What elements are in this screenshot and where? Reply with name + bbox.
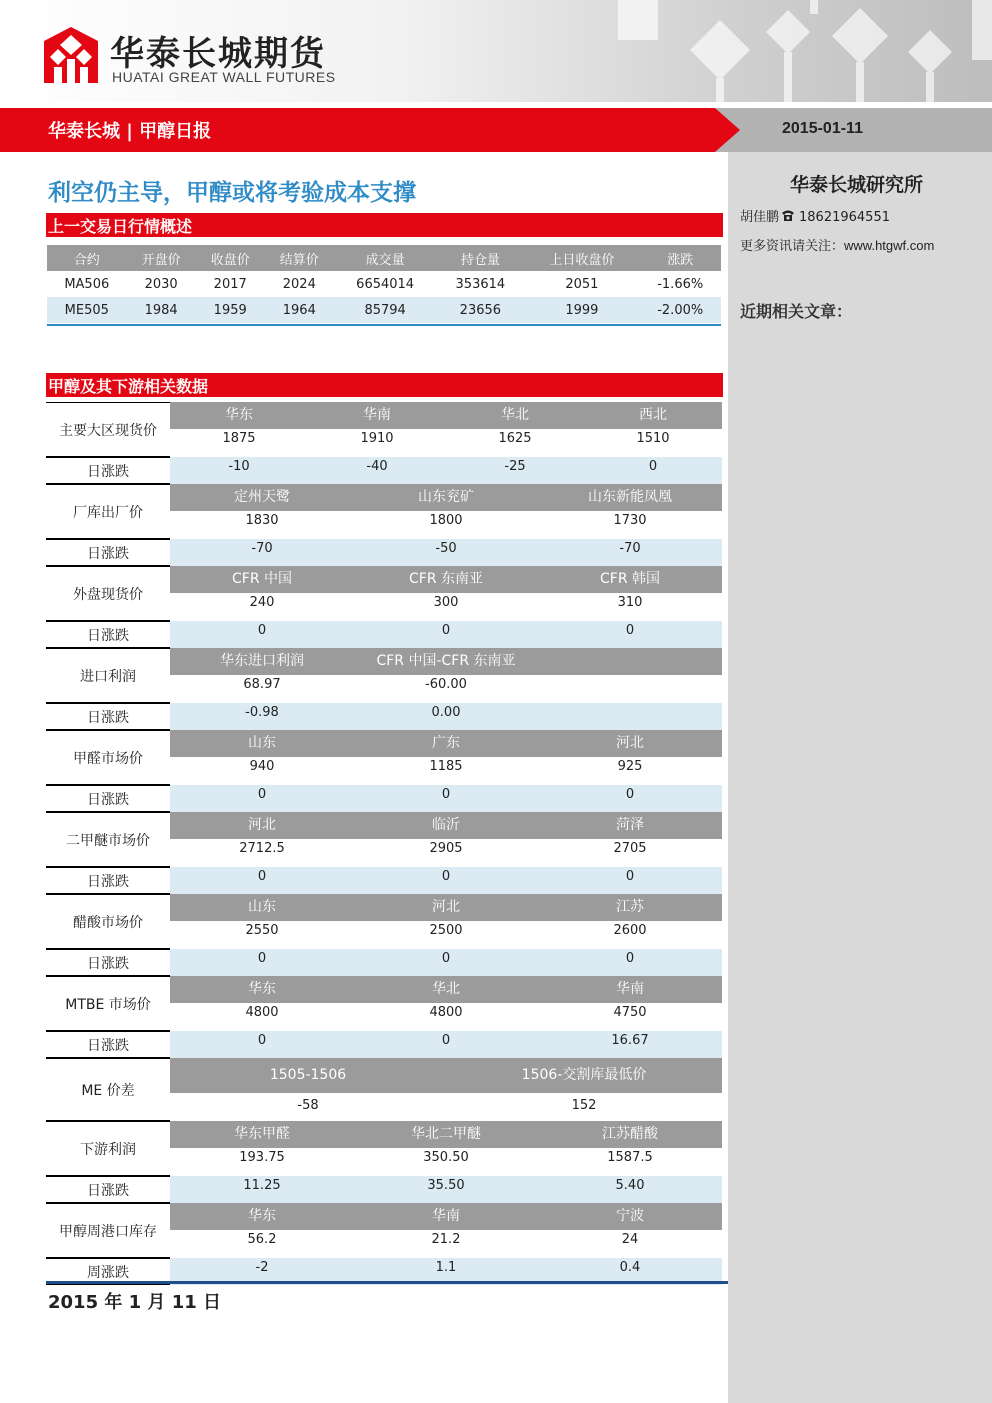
- row-label: 日涨跌: [46, 949, 170, 976]
- row-body: [170, 949, 722, 976]
- row-body: [170, 402, 722, 457]
- column-header: 华东: [248, 981, 276, 997]
- report-date: 2015-01-11: [782, 120, 863, 137]
- price-row: [46, 1203, 722, 1258]
- change-value: -2: [255, 1260, 269, 1275]
- table-bottom-rule: [47, 324, 721, 326]
- column-header: 华南: [363, 407, 391, 423]
- column-header: 临沂: [432, 817, 460, 833]
- change-values: [170, 1176, 722, 1203]
- column-header-bar: [170, 648, 722, 675]
- table-cell: 85794: [334, 297, 437, 323]
- change-value: 5.40: [615, 1178, 645, 1193]
- row-label: 日涨跌: [46, 1176, 170, 1203]
- table-header-cell: 上日收盘价: [524, 245, 639, 271]
- price-row: [46, 566, 722, 621]
- change-values: [170, 703, 722, 730]
- table-cell: 1999: [524, 297, 639, 323]
- price-value: 350.50: [423, 1150, 469, 1165]
- row-label: 甲醇周港口库存: [46, 1203, 170, 1258]
- column-header-bar: [170, 812, 722, 839]
- change-value: 35.50: [427, 1178, 465, 1193]
- row-label: 二甲醚市场价: [46, 812, 170, 867]
- price-value: [538, 677, 722, 692]
- column-header: 河北: [616, 735, 644, 751]
- change-values: [170, 949, 722, 976]
- column-header: CFR 韩国: [599, 571, 660, 587]
- row-body: [170, 730, 722, 785]
- price-value: 4750: [613, 1005, 647, 1020]
- change-value: 0: [441, 869, 451, 884]
- column-header-bar: [170, 894, 722, 921]
- price-value: 152: [571, 1098, 597, 1113]
- change-row: [46, 785, 722, 812]
- section-title-market: 上一交易日行情概述: [46, 213, 723, 237]
- change-value: 0: [441, 1033, 451, 1048]
- column-header: 江苏: [616, 899, 644, 915]
- row-body: [170, 703, 722, 730]
- price-value: 4800: [245, 1005, 279, 1020]
- row-body: [170, 457, 722, 484]
- row-label: 日涨跌: [46, 703, 170, 730]
- change-value: 0: [257, 1033, 267, 1048]
- price-values: [170, 431, 722, 446]
- column-header: 华东: [248, 1208, 276, 1224]
- column-header: 华北: [501, 407, 529, 423]
- column-header: 山东兖矿: [418, 489, 474, 505]
- huatai-logo-icon: [42, 25, 100, 85]
- price-value: 1830: [245, 513, 279, 528]
- change-value: 0: [625, 951, 635, 966]
- change-values: [170, 457, 722, 484]
- page-header: [0, 0, 992, 102]
- author-phone: 18621964551: [799, 210, 890, 225]
- table-header-cell: 持仓量: [436, 245, 524, 271]
- price-values: [170, 759, 722, 774]
- row-body: [170, 976, 722, 1031]
- website-link[interactable]: www.htgwf.com: [844, 238, 935, 253]
- column-header: 河北: [432, 899, 460, 915]
- price-row: [46, 402, 722, 457]
- price-value: 1185: [429, 759, 463, 774]
- row-label: MTBE 市场价: [46, 976, 170, 1031]
- change-value: -50: [435, 541, 457, 556]
- row-label: 外盘现货价: [46, 566, 170, 621]
- row-body: [170, 1058, 722, 1121]
- price-value: -58: [297, 1098, 319, 1113]
- price-value: 4800: [429, 1005, 463, 1020]
- price-row: [46, 894, 722, 949]
- footer-date: 2015 年 1 月 11 日: [48, 1292, 222, 1313]
- column-header: 河北: [248, 817, 276, 833]
- brand-name-en: HUATAI GREAT WALL FUTURES: [112, 69, 336, 85]
- price-row: [46, 730, 722, 785]
- change-row: [46, 949, 722, 976]
- column-header-bar: [170, 1121, 722, 1148]
- row-label: 日涨跌: [46, 1031, 170, 1058]
- row-body: [170, 1176, 722, 1203]
- table-cell: MA506: [64, 276, 110, 292]
- row-label: 进口利润: [46, 648, 170, 703]
- price-value: -60.00: [425, 677, 467, 692]
- price-values: [170, 513, 722, 528]
- price-value: 1730: [613, 513, 647, 528]
- table-header-cell: 收盘价: [196, 245, 265, 271]
- change-value: -70: [251, 541, 273, 556]
- row-label: 日涨跌: [46, 539, 170, 566]
- change-value: 0: [625, 623, 635, 638]
- column-header-bar: [170, 566, 722, 593]
- author-line: [740, 206, 890, 225]
- price-value: 1587.5: [607, 1150, 653, 1165]
- price-value: 2712.5: [239, 841, 285, 856]
- price-values: [170, 1150, 722, 1165]
- price-value: 2905: [429, 841, 463, 856]
- header-decoration: [600, 0, 992, 102]
- row-label: 周涨跌: [46, 1258, 170, 1285]
- price-values: [170, 923, 722, 938]
- change-value: [538, 703, 722, 730]
- price-values: [170, 1098, 722, 1113]
- price-value: 2600: [613, 923, 647, 938]
- change-value: 0.4: [619, 1260, 641, 1275]
- column-header-bar: [170, 402, 722, 429]
- price-values: [170, 595, 722, 610]
- change-values: [170, 867, 722, 894]
- row-body: [170, 1031, 722, 1058]
- change-values: [170, 539, 722, 566]
- headline: 利空仍主导，甲醇或将考验成本支撑: [48, 180, 416, 206]
- change-value: 0: [257, 787, 267, 802]
- table-cell: 6654014: [356, 276, 415, 292]
- price-value: 1510: [636, 431, 670, 446]
- price-value: 940: [249, 759, 275, 774]
- table-header-cell: 开盘价: [127, 245, 196, 271]
- column-header: [538, 648, 722, 675]
- price-row: [46, 484, 722, 539]
- section-title-methanol-data: 甲醇及其下游相关数据: [46, 373, 723, 397]
- row-label: 醋酸市场价: [46, 894, 170, 949]
- column-header: 山东: [248, 735, 276, 751]
- more-info-line: [740, 235, 934, 254]
- change-row: [46, 457, 722, 484]
- price-values: [170, 677, 722, 692]
- column-header: 华南: [616, 981, 644, 997]
- change-row: [46, 539, 722, 566]
- table-cell: -2.00%: [639, 297, 721, 323]
- row-body: [170, 484, 722, 539]
- row-label: 日涨跌: [46, 867, 170, 894]
- column-header: 宁波: [616, 1208, 644, 1224]
- column-header: 华北: [432, 981, 460, 997]
- sidebar: [728, 152, 992, 1403]
- row-label: 下游利润: [46, 1121, 170, 1176]
- table-header-row: [47, 245, 721, 271]
- table-cell: 2030: [144, 276, 178, 292]
- change-value: -10: [228, 459, 250, 474]
- change-value: -70: [619, 541, 641, 556]
- price-values: [170, 1232, 722, 1247]
- column-header: 1506-交割库最低价: [521, 1067, 647, 1083]
- table-cell: 1964: [265, 297, 334, 323]
- table-cell: -1.66%: [657, 276, 704, 292]
- column-header-bar: [170, 1058, 722, 1093]
- row-body: [170, 539, 722, 566]
- brand-name-cn: 华泰长城期货: [110, 34, 326, 74]
- price-value: 300: [433, 595, 459, 610]
- price-values: [170, 1005, 722, 1020]
- change-value: 0: [257, 869, 267, 884]
- table-row: [47, 271, 721, 297]
- table-cell: ME505: [47, 297, 127, 323]
- price-value: 1800: [429, 513, 463, 528]
- change-value: 1.1: [435, 1260, 457, 1275]
- market-summary-table: [47, 245, 721, 323]
- institute-name: 华泰长城研究所: [790, 174, 924, 196]
- change-value: 0: [441, 951, 451, 966]
- change-value: 0.00: [431, 705, 461, 720]
- price-row: [46, 648, 722, 703]
- row-body: [170, 1121, 722, 1176]
- column-header: 1505-1506: [269, 1067, 347, 1083]
- report-title: 华泰长城 | 甲醇日报: [48, 121, 212, 142]
- column-header: 西北: [639, 407, 667, 423]
- row-body: [170, 1203, 722, 1258]
- table-cell: 2017: [213, 276, 247, 292]
- column-header: 华东甲醛: [234, 1126, 290, 1142]
- column-header: 定州天鹭: [234, 489, 290, 505]
- column-header-bar: [170, 1203, 722, 1230]
- column-header: 华东进口利润: [220, 653, 304, 669]
- price-value: 2550: [245, 923, 279, 938]
- change-value: 0: [625, 787, 635, 802]
- price-value: 1875: [222, 431, 256, 446]
- column-header: 广东: [432, 735, 460, 751]
- change-values: [170, 1031, 722, 1058]
- column-header: 华东: [225, 407, 253, 423]
- change-row: [46, 867, 722, 894]
- change-values: [170, 785, 722, 812]
- row-body: [170, 894, 722, 949]
- table-cell: 353614: [455, 276, 506, 292]
- column-header-bar: [170, 976, 722, 1003]
- price-value: 193.75: [239, 1150, 285, 1165]
- change-values: [170, 621, 722, 648]
- price-value: 68.97: [243, 677, 281, 692]
- column-header: CFR 中国: [231, 571, 292, 587]
- price-value: 925: [617, 759, 643, 774]
- change-value: 0: [441, 787, 451, 802]
- price-value: 24: [621, 1232, 639, 1247]
- row-label: 甲醛市场价: [46, 730, 170, 785]
- row-label: 日涨跌: [46, 621, 170, 648]
- table-cell: 1959: [196, 297, 265, 323]
- recent-articles-heading: 近期相关文章：: [740, 302, 853, 321]
- change-value: 0: [257, 951, 267, 966]
- row-body: [170, 621, 722, 648]
- table-header-cell: 合约: [47, 245, 127, 271]
- table-row: [47, 297, 721, 323]
- price-row: [46, 1058, 722, 1121]
- change-row: [46, 1031, 722, 1058]
- table-header-cell: 涨跌: [639, 245, 721, 271]
- change-value: 0: [625, 869, 635, 884]
- table-cell: 2051: [565, 276, 599, 292]
- row-body: [170, 566, 722, 621]
- column-header-bar: [170, 484, 722, 511]
- price-value: 2500: [429, 923, 463, 938]
- row-body: [170, 648, 722, 703]
- change-value: 0: [441, 623, 451, 638]
- author-name: 胡佳鹏: [740, 210, 780, 225]
- column-header: CFR 东南亚: [408, 571, 483, 587]
- column-header: 华北二甲醚: [411, 1126, 481, 1142]
- column-header-bar: [170, 730, 722, 757]
- table-header-cell: 成交量: [334, 245, 437, 271]
- price-values: [170, 841, 722, 856]
- price-value: 310: [617, 595, 643, 610]
- row-label: 日涨跌: [46, 785, 170, 812]
- price-value: 21.2: [431, 1232, 461, 1247]
- change-value: -0.98: [245, 705, 279, 720]
- change-row: [46, 703, 722, 730]
- table-header-cell: 结算价: [265, 245, 334, 271]
- change-value: 0: [648, 459, 658, 474]
- price-row: [46, 812, 722, 867]
- change-row: [46, 621, 722, 648]
- table-cell: 2024: [282, 276, 316, 292]
- price-value: 1910: [360, 431, 394, 446]
- phone-icon: [781, 209, 795, 222]
- column-header: 江苏醋酸: [602, 1126, 658, 1142]
- change-value: -25: [504, 459, 526, 474]
- column-header: CFR 中国-CFR 东南亚: [376, 653, 516, 669]
- table-cell: 23656: [436, 297, 524, 323]
- column-header: 华南: [432, 1208, 460, 1224]
- change-value: 0: [257, 623, 267, 638]
- price-value: 2705: [613, 841, 647, 856]
- row-body: [170, 812, 722, 867]
- change-row: [46, 1176, 722, 1203]
- row-label: ME 价差: [46, 1058, 170, 1121]
- row-label: 主要大区现货价: [46, 402, 170, 457]
- column-header: 山东新能凤凰: [588, 489, 672, 505]
- change-value: -40: [366, 459, 388, 474]
- more-info-label: 更多资讯请关注：: [740, 239, 845, 254]
- price-row: [46, 976, 722, 1031]
- row-body: [170, 785, 722, 812]
- row-label: 厂库出厂价: [46, 484, 170, 539]
- column-header: 山东: [248, 899, 276, 915]
- footer-rule: [46, 1281, 728, 1284]
- change-value: 16.67: [611, 1033, 649, 1048]
- price-value: 56.2: [247, 1232, 277, 1247]
- column-header: 菏泽: [616, 817, 644, 833]
- price-row: [46, 1121, 722, 1176]
- row-label: 日涨跌: [46, 457, 170, 484]
- table-cell: 1984: [127, 297, 196, 323]
- change-value: 11.25: [243, 1178, 281, 1193]
- price-value: 240: [249, 595, 275, 610]
- row-body: [170, 867, 722, 894]
- price-value: 1625: [498, 431, 532, 446]
